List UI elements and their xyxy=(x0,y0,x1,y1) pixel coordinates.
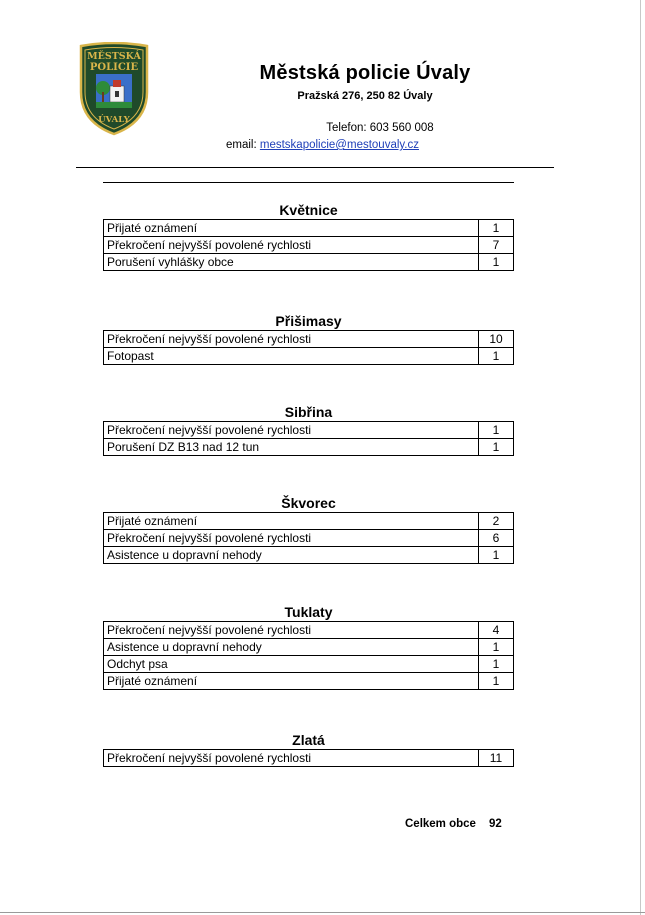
email-link[interactable]: mestskapolicie@mestouvaly.cz xyxy=(259,139,419,151)
section-title: Přišimasy xyxy=(275,313,342,329)
total-value: 92 xyxy=(489,818,502,830)
section-table xyxy=(103,219,514,271)
row-value: 10 xyxy=(479,331,514,348)
section-title: Zlatá xyxy=(292,732,325,748)
section-table xyxy=(103,749,514,767)
total-label: Celkem obce xyxy=(405,818,476,830)
row-value: 1 xyxy=(479,656,514,673)
row-value: 1 xyxy=(479,348,514,365)
section-title: Sibřina xyxy=(284,404,333,420)
section-title: Škvorec xyxy=(281,495,336,511)
row-label: Překročení nejvyšší povolené rychlosti xyxy=(104,750,479,767)
table-row xyxy=(104,254,514,271)
row-value: 1 xyxy=(479,547,514,564)
address: Pražská 276, 250 82 Úvaly xyxy=(297,90,433,102)
section-table xyxy=(103,421,514,456)
row-label: Přijaté oznámení xyxy=(104,673,479,690)
table-row xyxy=(104,622,514,639)
svg-text:ÚVALY: ÚVALY xyxy=(98,115,130,125)
row-value: 6 xyxy=(479,530,514,547)
row-label: Asistence u dopravní nehody xyxy=(104,547,479,564)
row-value: 1 xyxy=(479,220,514,237)
section-sibrina xyxy=(103,403,514,456)
table-row xyxy=(104,513,514,530)
section-title: Tuklaty xyxy=(284,604,333,620)
section-table xyxy=(103,330,514,365)
table-row xyxy=(104,422,514,439)
section-kvetnice xyxy=(103,201,514,271)
row-label: Asistence u dopravní nehody xyxy=(104,639,479,656)
row-label: Překročení nejvyšší povolené rychlosti xyxy=(104,622,479,639)
row-label: Překročení nejvyšší povolené rychlosti xyxy=(104,237,479,254)
section-title: Květnice xyxy=(279,202,338,218)
row-value: 1 xyxy=(479,673,514,690)
email-label: email: xyxy=(226,139,257,151)
section-prisimasy xyxy=(103,312,514,365)
police-badge-logo xyxy=(78,42,150,136)
phone: Telefon: 603 560 008 xyxy=(326,122,434,134)
section-zlata xyxy=(103,731,514,767)
table-row xyxy=(104,547,514,564)
row-value: 1 xyxy=(479,439,514,456)
row-value: 11 xyxy=(479,750,514,767)
header-divider-secondary xyxy=(103,182,514,183)
table-row xyxy=(104,530,514,547)
table-row xyxy=(104,750,514,767)
table-row xyxy=(104,656,514,673)
table-row xyxy=(104,220,514,237)
row-label: Překročení nejvyšší povolené rychlosti xyxy=(104,422,479,439)
svg-text:POLICIE: POLICIE xyxy=(89,62,139,73)
row-label: Odchyt psa xyxy=(104,656,479,673)
row-label: Fotopast xyxy=(104,348,479,365)
table-row xyxy=(104,237,514,254)
table-row xyxy=(104,348,514,365)
table-row xyxy=(104,331,514,348)
row-label: Překročení nejvyšší povolené rychlosti xyxy=(104,331,479,348)
row-label: Překročení nejvyšší povolené rychlosti xyxy=(104,530,479,547)
row-value: 2 xyxy=(479,513,514,530)
row-value: 7 xyxy=(479,237,514,254)
email-line xyxy=(170,139,475,151)
table-row xyxy=(104,673,514,690)
row-label: Porušení vyhlášky obce xyxy=(104,254,479,271)
row-label: Přijaté oznámení xyxy=(104,220,479,237)
svg-text:MĚSTSKÁ: MĚSTSKÁ xyxy=(87,51,141,62)
row-value: 1 xyxy=(479,639,514,656)
page-edge-right xyxy=(640,0,641,915)
row-value: 1 xyxy=(479,254,514,271)
header-divider xyxy=(76,167,554,168)
page-edge-bottom xyxy=(0,912,645,913)
row-value: 1 xyxy=(479,422,514,439)
row-label: Přijaté oznámení xyxy=(104,513,479,530)
page-title: Městská policie Úvaly xyxy=(259,62,471,84)
section-table xyxy=(103,512,514,564)
section-tuklaty xyxy=(103,603,514,690)
section-skvorec xyxy=(103,494,514,564)
row-value: 4 xyxy=(479,622,514,639)
table-row xyxy=(104,639,514,656)
row-label: Porušení DZ B13 nad 12 tun xyxy=(104,439,479,456)
table-row xyxy=(104,439,514,456)
section-table xyxy=(103,621,514,690)
